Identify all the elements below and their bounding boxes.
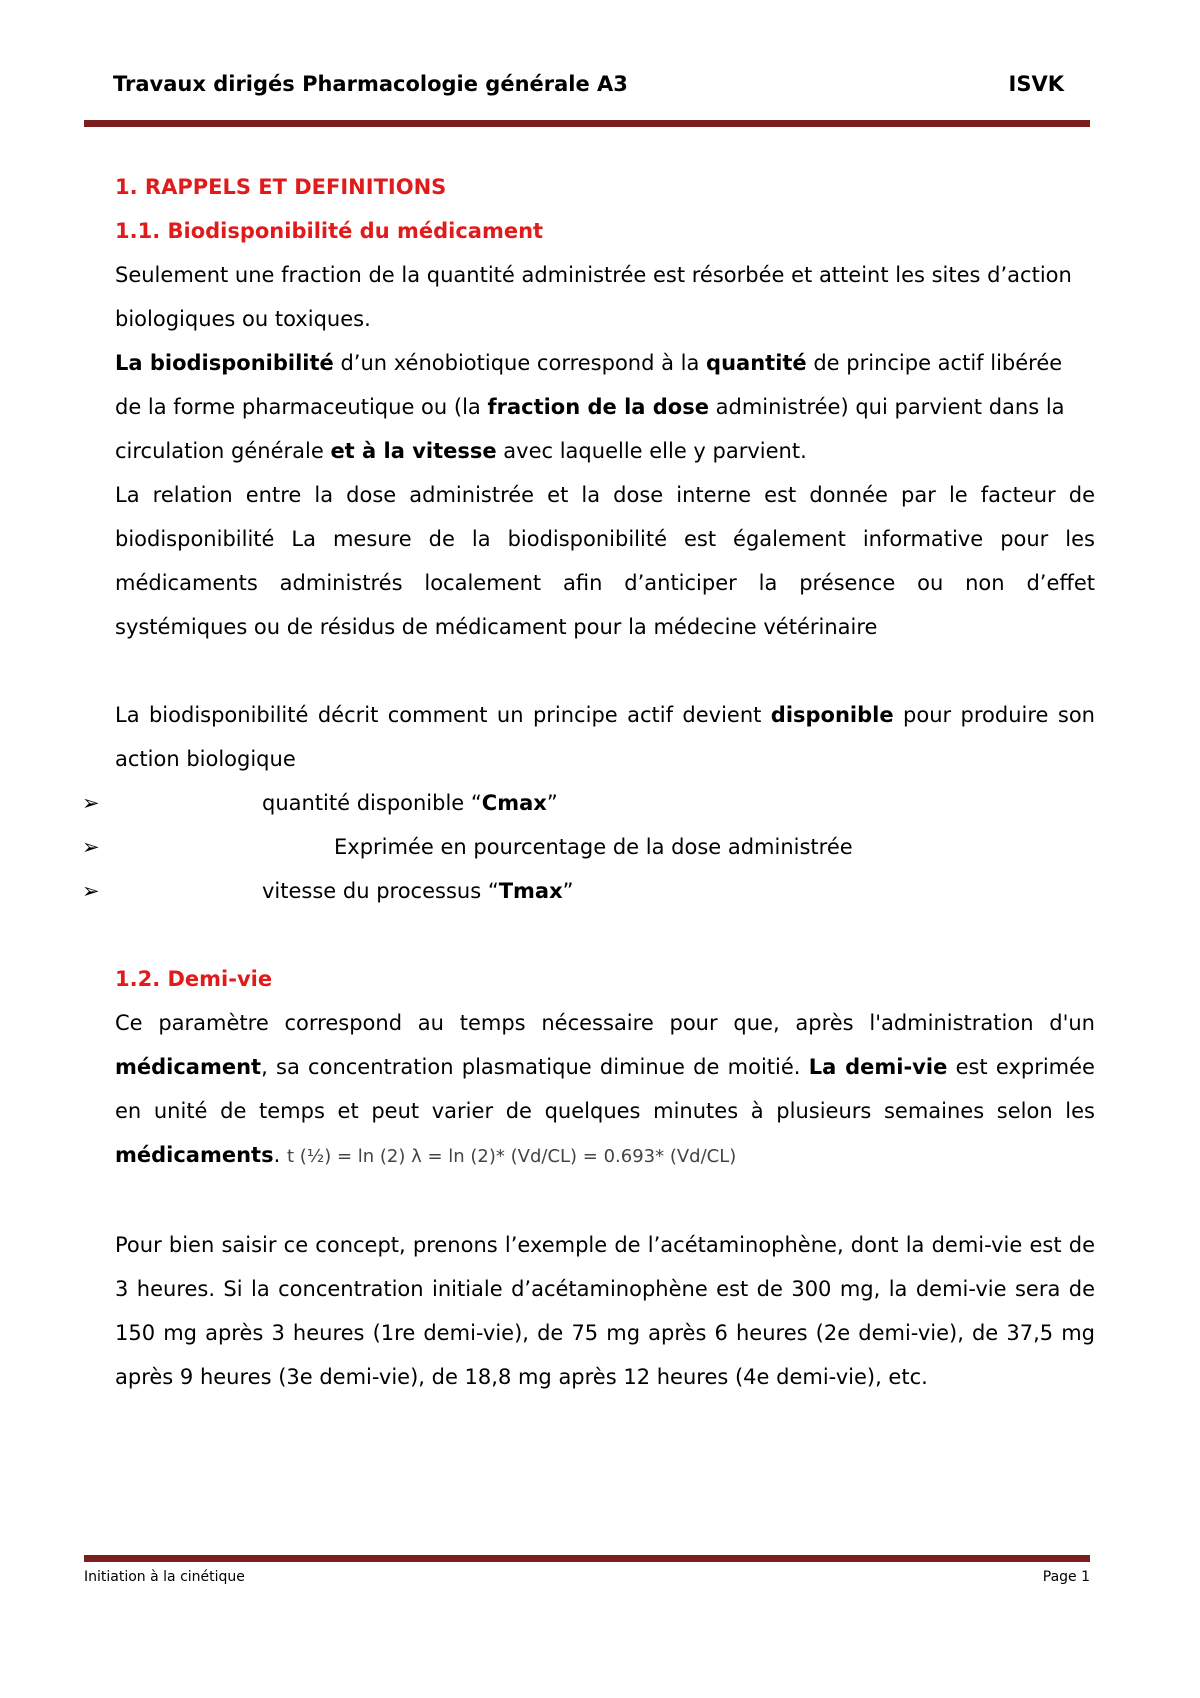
- page-number: Page 1: [1042, 1569, 1090, 1585]
- paragraph-bioavailability-definition: La biodisponibilité d’un xénobiotique correspond à la quantité de principe actif libérée de la forme pharmaceutique ou (la fraction de la dose administrée) qui parvient dans la circulation générale et à la vitesse avec laquelle elle y parvient.: [115, 351, 1065, 463]
- section-1-1-heading: 1.1. Biodisponibilité du médicament: [115, 219, 544, 243]
- header-org: ISVK: [1008, 72, 1064, 96]
- paragraph-half-life-definition: Ce paramètre correspond au temps nécessaire pour que, après l'administration d'un médicament, sa concentration plasmatique diminue de moitié. La demi-vie est exprimée en unité de temps et peut varier de quelques minutes à plusieurs semaines selon les médicaments. t (½) = ln (2) λ = ln (2)* (Vd/CL) = 0.693* (Vd/CL): [115, 1011, 1095, 1167]
- header-title: Travaux dirigés Pharmacologie générale A3: [113, 72, 628, 96]
- bullet-item-tmax: ➢ vitesse du processus “Tmax”: [115, 869, 1095, 913]
- document-body: [82, 165, 1095, 1399]
- footer-rule: [84, 1555, 1090, 1562]
- bullet-item-cmax: ➢ quantité disponible “Cmax”: [115, 781, 1095, 825]
- half-life-formula: t (½) = ln (2) λ = ln (2)* (Vd/CL) = 0.693* (Vd/CL): [286, 1146, 737, 1167]
- paragraph-acetaminophen-example: Pour bien saisir ce concept, prenons l’exemple de l’acétaminophène, dont la demi-vie est de 3 heures. Si la concentration initiale d’acétaminophène est de 300 mg, la demi-vie sera de 150 mg après 3 heures (1re demi-vie), de 75 mg après 6 heures (2e demi-vie), de 37,5 mg après 9 heures (3e demi-vie), de 18,8 mg après 12 heures (4e demi-vie), etc.: [115, 1233, 1095, 1389]
- header-rule: [84, 120, 1090, 127]
- arrow-bullet-icon: ➢: [82, 835, 100, 859]
- section-1-2-heading: 1.2. Demi-vie: [115, 967, 273, 991]
- page-header: [113, 72, 1064, 102]
- paragraph-fraction: Seulement une fraction de la quantité administrée est résorbée et atteint les sites d’action biologiques ou toxiques.: [115, 263, 1072, 331]
- paragraph-relation: La relation entre la dose administrée et la dose interne est donnée par le facteur de biodisponibilité La mesure de la biodisponibilité est également informative pour les médicaments administrés localement afin d’anticiper la présence ou non d’effet systémiques ou de résidus de médicament pour la médecine vétérinaire: [115, 483, 1095, 639]
- arrow-bullet-icon: ➢: [82, 879, 100, 903]
- paragraph-bioavailability-describes: La biodisponibilité décrit comment un principe actif devient disponible pour produire son action biologique: [115, 703, 1095, 771]
- bullet-item-percentage: ➢ Exprimée en pourcentage de la dose administrée: [115, 825, 1095, 869]
- section-1-heading: 1. RAPPELS ET DEFINITIONS: [115, 175, 447, 199]
- arrow-bullet-icon: ➢: [82, 791, 100, 815]
- footer-label: Initiation à la cinétique: [84, 1569, 245, 1585]
